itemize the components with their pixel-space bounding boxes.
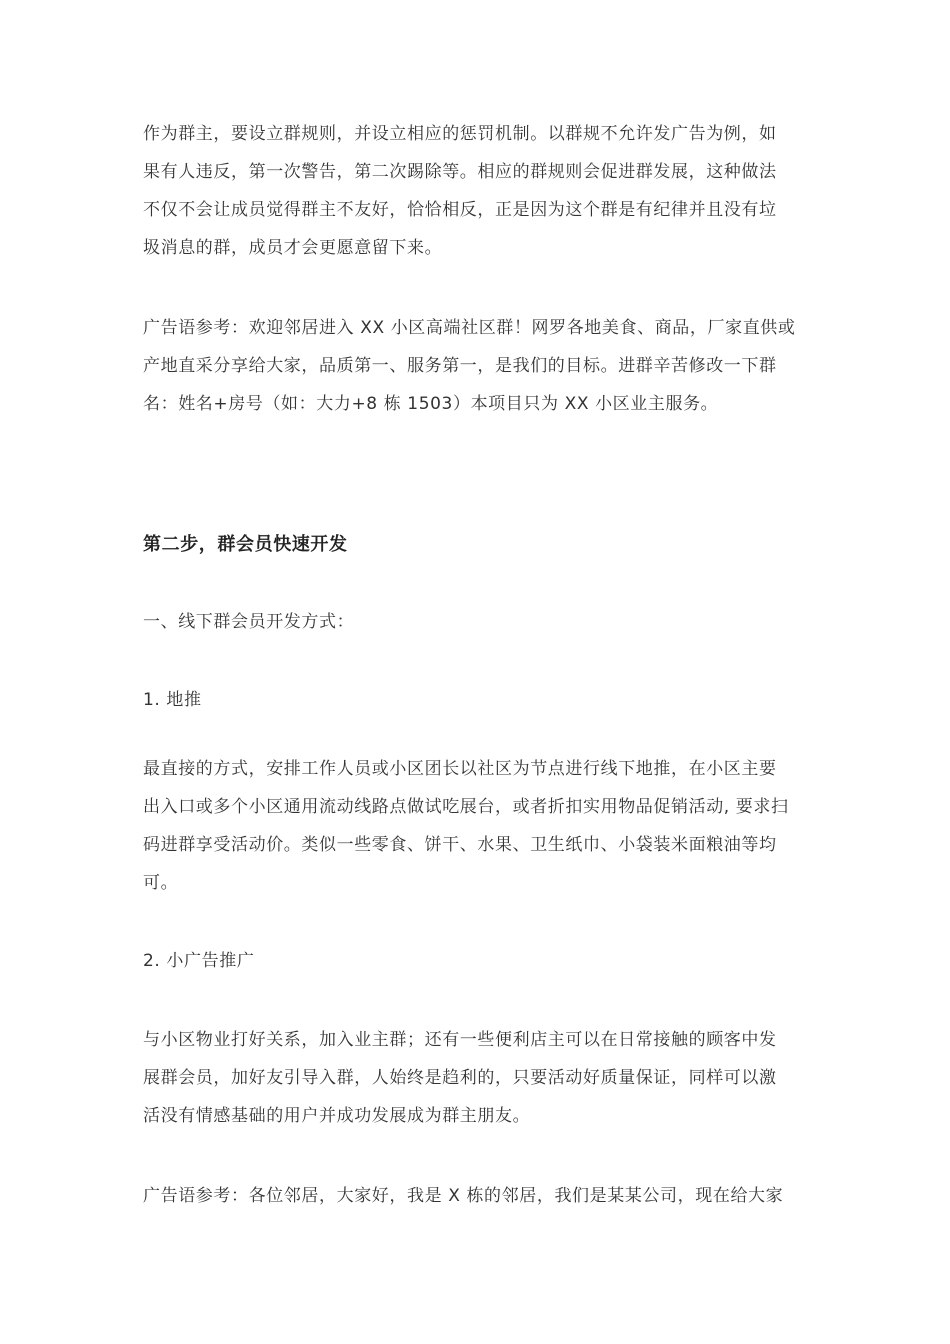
- paragraph-small-ads-line: 活没有情感基础的用户并成功发展成为群主朋友。: [143, 1106, 531, 1126]
- paragraph-group-rules-line: 圾消息的群，成员才会更愿意留下来。: [143, 238, 443, 258]
- paragraph-ground-push-line: 可。: [143, 873, 179, 893]
- paragraph-ad-reference-line: 名：姓名+房号（如：大力+8 栋 1503）本项目只为 XX 小区业主服务。: [143, 394, 719, 414]
- paragraph-ad-reference-line: 产地直采分享给大家，品质第一、服务第一，是我们的目标。进群辛苦修改一下群: [143, 356, 777, 376]
- paragraph-ground-push-line: 码进群享受活动价。类似一些零食、饼干、水果、卫生纸巾、小袋装米面粮油等均: [143, 835, 777, 855]
- paragraph-group-rules-line: 作为群主，要设立群规则，并设立相应的惩罚机制。以群规不允许发广告为例，如: [143, 124, 777, 144]
- paragraph-group-rules-line: 不仅不会让成员觉得群主不友好，恰恰相反，正是因为这个群是有纪律并且没有垃: [143, 200, 777, 220]
- paragraph-ad-reference-2-line: 广告语参考：各位邻居，大家好，我是 X 栋的邻居，我们是某某公司，现在给大家: [143, 1186, 784, 1206]
- section-heading: 第二步，群会员快速开发: [143, 534, 348, 555]
- paragraph-ad-reference-line: 广告语参考：欢迎邻居进入 XX 小区高端社区群！网罗各地美食、商品，厂家直供或: [143, 318, 796, 338]
- list-item-title-ground-push: 1. 地推: [143, 690, 202, 710]
- paragraph-ground-push-line: 出入口或多个小区通用流动线路点做试吃展台，或者折扣实用物品促销活动, 要求扫: [143, 797, 789, 817]
- list-item-title-small-ads: 2. 小广告推广: [143, 951, 255, 971]
- paragraph-small-ads-line: 与小区物业打好关系，加入业主群；还有一些便利店主可以在日常接触的顾客中发: [143, 1030, 777, 1050]
- paragraph-group-rules-line: 果有人违反，第一次警告，第二次踢除等。相应的群规则会促进群发展，这种做法: [143, 162, 777, 182]
- subsection-heading: 一、线下群会员开发方式：: [143, 612, 355, 632]
- paragraph-ground-push-line: 最直接的方式，安排工作人员或小区团长以社区为节点进行线下地推，在小区主要: [143, 759, 777, 779]
- paragraph-small-ads-line: 展群会员，加好友引导入群，人始终是趋利的，只要活动好质量保证，同样可以激: [143, 1068, 777, 1088]
